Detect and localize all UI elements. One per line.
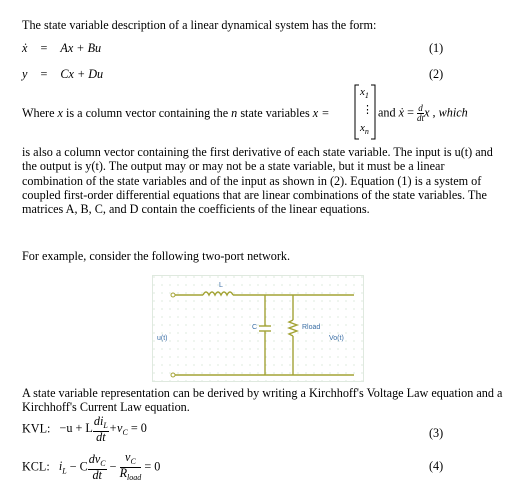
kcl-minus-c: − C — [66, 459, 88, 474]
eq1-rhs: Ax + Bu — [60, 41, 102, 55]
where-end: x , which — [424, 105, 468, 120]
eq2-rhs: Cx + Du — [60, 67, 104, 81]
where-tail — [378, 104, 468, 123]
page-cutoff — [0, 484, 524, 489]
kcl-derivative: $\frac{dv_C}{dt}$ — [88, 452, 106, 482]
where-text-2: is a column vector containing the — [62, 106, 232, 120]
resistor-label: Rload — [302, 324, 321, 331]
where-text-1: Where — [22, 106, 58, 120]
kvl-label: KVL: — [22, 421, 51, 436]
output-equation — [22, 67, 103, 82]
where-x-eq: x = — [312, 106, 330, 120]
eq1-number: (1) — [429, 41, 444, 55]
ddt-fraction: $\frac{d}{dt}$ — [417, 103, 425, 123]
circuit-figure — [152, 275, 364, 382]
kcl-minus: − — [106, 459, 120, 474]
eq1-equals: = — [40, 41, 48, 55]
inductor-label: L — [219, 282, 223, 289]
where-text-3: state variables — [237, 106, 313, 120]
kvl-pre: −u + L — [59, 421, 93, 436]
eq2-equals: = — [40, 67, 48, 81]
input-label: u(t) — [157, 335, 168, 342]
eq3-number: (3) — [429, 426, 444, 440]
paragraph-state-vector: is also a column vector containing the first derivative of each state variable. The input is u(t) and the output is y(t). The output may or may not be a state variable, but it must be a linear combination of the state variables and of the input as shown in (2). Equation (1) is a system of coupled first-order differential equations that are linear combinations of the state variables. The matrices A, B, C, and D contain the coefficients of the linear equations. — [22, 145, 493, 217]
kcl-tail: = 0 — [141, 459, 161, 474]
state-vector — [354, 84, 376, 140]
kvl-equation — [22, 416, 147, 443]
vector-top: $x_1$ — [360, 86, 369, 100]
where-x: x — [57, 106, 63, 120]
kvl-derivative: $\frac{di_L}{dt}$ — [93, 414, 108, 444]
state-equation — [22, 41, 101, 56]
where-xdot: ẋ — [398, 105, 405, 120]
example-text: For example, consider the following two-port network. — [22, 249, 291, 263]
circuit-diagram — [153, 276, 363, 381]
eq1-lhs: ẋ — [22, 41, 28, 55]
kcl-label: KCL: — [22, 459, 50, 474]
eq4-number: (4) — [429, 459, 444, 473]
kcl-equation: KCL: $i_L - C$ $\frac{dv_C}{dt}$ − $\frac{v_C}{R_{load}}$ = 0 — [22, 450, 161, 482]
eq2-lhs: y — [22, 67, 28, 81]
eq2-number: (2) — [429, 67, 444, 81]
where-line — [22, 106, 329, 121]
paragraph-kirchhoff: A state variable representation can be derived by writing a Kirchhoff's Voltage Law equation and a Kirchhoff's Current Law equation. — [22, 386, 503, 415]
kcl-resistor-term: $\frac{v_C}{R_{load}}$ — [119, 450, 142, 482]
intro-text: The state variable description of a linear dynamical system has the form: — [22, 18, 377, 32]
output-label: Vo(t) — [329, 335, 344, 342]
kvl-post: $+v_C = 0$ — [108, 421, 147, 438]
where-and: and — [378, 105, 399, 120]
vector-dots: ⋮ — [362, 104, 373, 116]
vector-bottom: $x_n$ — [360, 122, 369, 136]
kcl-current: i — [58, 459, 63, 474]
where-eq: = — [404, 105, 418, 120]
where-n: n — [231, 106, 238, 120]
capacitor-label: C — [252, 324, 258, 331]
